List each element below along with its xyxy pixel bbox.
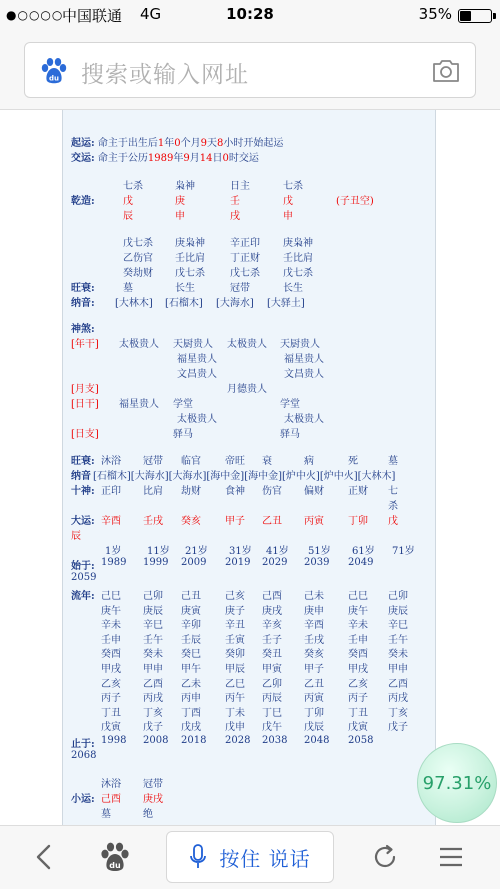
liunian-cell: 丙申 [181, 693, 201, 705]
xiaoyun-cell: 庚戌 [143, 794, 163, 805]
liunian-cell: 壬午 [143, 634, 163, 646]
liunian-cell: 甲辰 [225, 664, 245, 675]
jiaoyun-num: 1989 [147, 153, 174, 164]
qiyun-text: 个月 [180, 138, 201, 149]
dayun-wangshuai-cell: 冠带 [143, 456, 163, 467]
wangshuai-cell: 冠带 [230, 283, 250, 294]
jiaoyun-text: 月 [189, 153, 200, 164]
liunian-cell: 庚午 [101, 605, 121, 617]
liunian-cell: 癸酉 [348, 649, 368, 661]
dayun-start-cell: 2049 [348, 557, 374, 568]
dayun-age-cell: 31岁 [229, 546, 252, 557]
liunian-cell: 丁丑 [348, 707, 368, 719]
svg-text:du: du [49, 74, 59, 83]
dayun-wangshuai-label: 旺衰: [71, 456, 95, 467]
shensha-cell: 学堂 [173, 399, 193, 410]
shensha-cell: 太极贵人 [227, 339, 267, 350]
liunian-cell: 己巳 [348, 591, 368, 602]
dayun-age-cell: 51岁 [308, 546, 331, 557]
dayun-age-cell: 1岁 [105, 546, 122, 557]
dayun-wangshuai-cell: 临官 [181, 456, 201, 467]
god-cell: 七杀 [123, 181, 143, 192]
dayun-shishen-cell: 比肩 [143, 486, 163, 497]
qiyun-text: 年 [164, 138, 175, 149]
qiyun-num: 9 [200, 138, 208, 149]
stem-cell: 戊 [123, 196, 133, 207]
stem-cell: 戊 [283, 196, 293, 207]
liunian-cell: 己丑 [181, 591, 201, 602]
dayun-start-cell: 2009 [181, 557, 207, 568]
liunian-cell: 辛巳 [388, 620, 408, 632]
liunian-cell: 乙丑 [304, 678, 324, 690]
dayun-age-cell: 71岁 [392, 546, 415, 557]
progress-badge[interactable] [417, 743, 497, 823]
liunian-cell: 丙辰 [262, 693, 282, 705]
battery-tip [493, 13, 496, 19]
liunian-cell: 己亥 [225, 591, 245, 602]
hidden-stem: 壬比肩 [283, 253, 313, 264]
hidden-stem: 壬比肩 [175, 253, 205, 264]
god-cell: 枭神 [175, 181, 195, 192]
liunian-cell: 丙子 [101, 693, 121, 705]
dayun-cell: 癸亥 [181, 516, 201, 527]
dayun-end-cell: 1998 [101, 735, 127, 746]
liunian-cell: 戊寅 [101, 722, 121, 734]
shensha-day-label: [日干] [71, 399, 99, 410]
liunian-cell: 壬辰 [181, 634, 201, 646]
hidden-stem: 戊七杀 [175, 268, 205, 279]
xiaoyun-cell: 冠带 [143, 779, 163, 790]
signal-strength: ●○○○○ [6, 8, 64, 22]
liunian-cell: 癸丑 [262, 649, 282, 661]
liunian-cell: 戊辰 [304, 722, 324, 734]
liunian-cell: 甲申 [143, 664, 163, 675]
liunian-cell: 乙亥 [348, 678, 368, 690]
liunian-cell: 辛酉 [304, 620, 324, 632]
liunian-cell: 壬午 [388, 634, 408, 646]
dayun-end-cell: 2068 [71, 750, 97, 761]
dayun-wangshuai-cell: 沐浴 [101, 456, 121, 467]
liunian-cell: 癸未 [143, 649, 163, 661]
liunian-cell: 庚申 [304, 605, 324, 617]
liunian-cell: 辛卯 [181, 620, 201, 632]
hidden-stem: 戊七杀 [123, 238, 153, 249]
liunian-cell: 辛未 [101, 620, 121, 632]
hidden-stem: 乙伤官 [123, 253, 153, 264]
liunian-cell: 甲戌 [101, 664, 121, 675]
microphone-icon [189, 844, 207, 870]
qianzao-label: 乾造: [71, 196, 95, 207]
svg-text:du: du [109, 861, 121, 870]
dayun-cell: 辰 [71, 531, 81, 542]
shensha-daybranch-label: [日支] [71, 429, 99, 440]
qiyun-text: 天 [207, 138, 218, 149]
jiaoyun-line [71, 149, 259, 164]
shensha-month-label: [月支] [71, 384, 99, 395]
liunian-cell: 乙酉 [388, 678, 408, 690]
kong-cell: (子丑空) [336, 196, 374, 207]
liunian-cell: 丙子 [348, 693, 368, 705]
hidden-stem: 戊七杀 [283, 268, 313, 279]
nayin-cell: [大驿土] [267, 298, 305, 309]
dayun-start-cell: 2029 [262, 557, 288, 568]
dayun-shishen-cell: 偏财 [304, 486, 324, 497]
liunian-cell: 丁未 [225, 707, 245, 719]
shensha-cell: 学堂 [280, 399, 300, 410]
liunian-cell: 戊申 [225, 722, 245, 734]
dayun-start-cell: 1989 [101, 557, 127, 568]
shensha-cell: 福星贵人 [119, 399, 159, 410]
liunian-cell: 丙寅 [304, 693, 324, 705]
liunian-cell: 壬寅 [225, 634, 245, 646]
liunian-cell: 乙巳 [225, 678, 245, 690]
liunian-cell: 庚子 [225, 605, 245, 617]
liunian-cell: 丙午 [225, 693, 245, 705]
refresh-icon[interactable] [370, 842, 400, 872]
qiyun-text: 命主于出生后 [97, 138, 158, 149]
camera-icon[interactable] [431, 58, 461, 84]
hidden-stem: 辛正印 [230, 238, 260, 249]
liunian-cell: 癸卯 [225, 649, 245, 661]
dayun-end-label: 止于: [71, 739, 95, 750]
liunian-cell: 癸巳 [181, 649, 201, 661]
dayun-shishen-cell: 杀 [388, 501, 398, 512]
dayun-cell: 乙丑 [262, 516, 282, 527]
shensha-cell: 月德贵人 [227, 384, 267, 395]
hidden-stem: 庚枭神 [283, 238, 313, 249]
baidu-home-icon[interactable] [98, 841, 132, 873]
shensha-cell: 太极贵人 [177, 414, 217, 425]
liunian-cell: 己卯 [143, 591, 163, 602]
branch-cell: 申 [175, 211, 185, 222]
dayun-wangshuai-cell: 墓 [388, 456, 398, 467]
liunian-cell: 丁亥 [143, 707, 163, 719]
shensha-year-label: [年干] [71, 339, 99, 350]
dayun-label: 大运: [71, 516, 95, 527]
liunian-cell: 癸未 [388, 649, 408, 661]
dayun-nayin-label: 纳音 [71, 471, 91, 482]
xiaoyun-cell: 沐浴 [101, 779, 121, 790]
liunian-cell: 壬申 [101, 634, 121, 646]
menu-icon[interactable] [437, 843, 465, 871]
liunian-cell: 己巳 [101, 591, 121, 602]
liunian-cell: 辛丑 [225, 620, 245, 632]
dayun-shishen-label: 十神: [71, 486, 95, 497]
shensha-cell: 文昌贵人 [284, 369, 324, 380]
liunian-cell: 戊子 [143, 722, 163, 734]
battery-percent: 35% [418, 5, 452, 23]
dayun-age-cell: 61岁 [352, 546, 375, 557]
dayun-shishen-cell: 正印 [101, 486, 121, 497]
dayun-end-cell: 2048 [304, 735, 330, 746]
stem-cell: 壬 [230, 196, 240, 207]
status-bar [0, 0, 500, 30]
voice-input-button[interactable] [166, 831, 334, 883]
liunian-cell: 庚戌 [262, 605, 282, 617]
shensha-cell: 文昌贵人 [177, 369, 217, 380]
dayun-cell: 丙寅 [304, 516, 324, 527]
nayin-cell: [大海水] [216, 298, 254, 309]
dayun-cell: 丁卯 [348, 516, 368, 527]
liunian-cell: 戊戌 [181, 722, 201, 734]
liunian-cell: 壬子 [262, 634, 282, 646]
xiaoyun-cell: 墓 [101, 809, 111, 820]
liunian-cell: 癸酉 [101, 649, 121, 661]
search-placeholder: 搜索或输入网址 [81, 62, 249, 88]
battery-icon [458, 9, 492, 23]
xiaoyun-cell: 己酉 [101, 794, 121, 805]
wangshuai-label: 旺衰: [71, 283, 95, 294]
voice-input-label: 按住 说话 [219, 846, 311, 871]
liunian-cell: 甲戌 [348, 664, 368, 675]
jiaoyun-text: 命主于公历 [97, 153, 148, 164]
xiaoyun-label: 小运: [71, 794, 95, 805]
browser-bottom-bar [0, 825, 500, 889]
shensha-cell: 天厨贵人 [173, 339, 213, 350]
liunian-cell: 丁丑 [101, 707, 121, 719]
dayun-start-cell: 2059 [71, 572, 97, 583]
jiaoyun-num: 0 [222, 153, 229, 164]
shensha-label: 神煞: [71, 324, 95, 335]
liunian-cell: 戊子 [388, 722, 408, 734]
shensha-cell: 驿马 [280, 429, 300, 440]
liunian-cell: 甲午 [181, 664, 201, 675]
liunian-cell: 己酉 [262, 591, 282, 602]
qiyun-num: 0 [174, 138, 181, 149]
dayun-wangshuai-cell: 帝旺 [225, 456, 245, 467]
god-cell: 日主 [230, 181, 250, 192]
dayun-end-cell: 2018 [181, 735, 207, 746]
liunian-cell: 辛未 [348, 620, 368, 632]
liunian-cell: 己卯 [388, 591, 408, 602]
network-type: 4G [140, 5, 162, 23]
search-input[interactable] [24, 42, 476, 98]
dayun-cell: 壬戌 [143, 516, 163, 527]
clock: 10:28 [226, 5, 274, 23]
qiyun-text: 小时开始起运 [223, 138, 284, 149]
liunian-cell: 甲申 [388, 664, 408, 675]
liunian-cell: 己未 [304, 591, 324, 602]
shensha-cell: 太极贵人 [284, 414, 324, 425]
shensha-cell: 福星贵人 [177, 354, 217, 365]
stem-cell: 庚 [175, 196, 185, 207]
dayun-start-cell: 2039 [304, 557, 330, 568]
shensha-cell: 福星贵人 [284, 354, 324, 365]
shensha-cell: 天厨贵人 [280, 339, 320, 350]
liunian-cell: 壬申 [348, 634, 368, 646]
liunian-cell: 丙戌 [388, 693, 408, 705]
hidden-stem: 戊七杀 [230, 268, 260, 279]
liunian-cell: 甲子 [304, 664, 324, 675]
liunian-cell: 癸亥 [304, 649, 324, 661]
bazi-content [62, 110, 436, 825]
qiyun-num: 1 [157, 138, 165, 149]
liunian-cell: 丙戌 [143, 693, 163, 705]
liunian-cell: 丁巳 [262, 707, 282, 719]
back-icon[interactable] [30, 842, 60, 872]
baidu-paw-icon [39, 57, 69, 85]
liunian-cell: 乙卯 [262, 678, 282, 690]
dayun-age-cell: 41岁 [266, 546, 289, 557]
qiyun-line [71, 134, 283, 149]
liunian-cell: 庚寅 [181, 605, 201, 617]
liunian-cell: 庚辰 [143, 605, 163, 617]
xiaoyun-cell: 绝 [143, 809, 153, 820]
dayun-age-cell: 21岁 [185, 546, 208, 557]
liunian-cell: 辛巳 [143, 620, 163, 632]
shensha-cell: 太极贵人 [119, 339, 159, 350]
liunian-cell: 庚辰 [388, 605, 408, 617]
liunian-cell: 辛亥 [262, 620, 282, 632]
wangshuai-cell: 墓 [123, 283, 133, 294]
qiyun-label: 起运: [71, 138, 95, 149]
jiaoyun-num: 9 [183, 153, 190, 164]
branch-cell: 戌 [230, 211, 240, 222]
hidden-stem: 丁正财 [230, 253, 260, 264]
dayun-shishen-cell: 正财 [348, 486, 368, 497]
wangshuai-cell: 长生 [283, 283, 303, 294]
liunian-cell: 戊寅 [348, 722, 368, 734]
liunian-cell: 壬戌 [304, 634, 324, 646]
dayun-start-cell: 2019 [225, 557, 251, 568]
dayun-shishen-cell: 伤官 [262, 486, 282, 497]
liunian-cell: 乙亥 [101, 678, 121, 690]
dayun-start-label: 始于: [71, 561, 95, 572]
wangshuai-cell: 长生 [175, 283, 195, 294]
liunian-cell: 丁亥 [388, 707, 408, 719]
hidden-stem: 癸劫财 [123, 268, 153, 279]
qiyun-num: 8 [217, 138, 224, 149]
dayun-cell: 甲子 [225, 516, 245, 527]
dayun-end-cell: 2058 [348, 735, 374, 746]
liunian-cell: 乙未 [181, 678, 201, 690]
dayun-wangshuai-cell: 病 [304, 456, 314, 467]
dayun-shishen-cell: 七 [388, 486, 398, 497]
dayun-wangshuai-cell: 衰 [262, 456, 272, 467]
hidden-stem: 庚枭神 [175, 238, 205, 249]
dayun-age-cell: 11岁 [147, 546, 170, 557]
liunian-cell: 戊午 [262, 722, 282, 734]
branch-cell: 辰 [123, 211, 133, 222]
jiaoyun-text: 日 [212, 153, 223, 164]
dayun-nayin-cell: [石榴木][大海水][大海水][海中金][海中金][炉中火][炉中火][大林木] [93, 471, 396, 482]
carrier-name: 中国联通 [62, 7, 123, 25]
liunian-cell: 丁酉 [181, 707, 201, 719]
liunian-cell: 丁卯 [304, 707, 324, 719]
nayin-label: 纳音: [71, 298, 95, 309]
dayun-cell: 戊 [388, 516, 398, 527]
jiaoyun-num: 14 [199, 153, 213, 164]
liunian-label: 流年: [71, 591, 95, 602]
dayun-shishen-cell: 劫财 [181, 486, 201, 497]
progress-badge-text: 97.31% [422, 772, 492, 794]
liunian-cell: 甲寅 [262, 664, 282, 675]
dayun-cell: 辛酉 [101, 516, 121, 527]
liunian-cell: 庚午 [348, 605, 368, 617]
dayun-start-cell: 1999 [143, 557, 169, 568]
jiaoyun-text: 时交运 [228, 153, 259, 164]
dayun-wangshuai-cell: 死 [348, 456, 358, 467]
browser-top-bar [0, 30, 500, 110]
liunian-cell: 乙酉 [143, 678, 163, 690]
dayun-end-cell: 2008 [143, 735, 169, 746]
nayin-cell: [大林木] [115, 298, 153, 309]
dayun-end-cell: 2038 [262, 735, 288, 746]
nayin-cell: [石榴木] [165, 298, 203, 309]
dayun-end-cell: 2028 [225, 735, 251, 746]
branch-cell: 申 [283, 211, 293, 222]
dayun-shishen-cell: 食神 [225, 486, 245, 497]
shensha-cell: 驿马 [173, 429, 193, 440]
god-cell: 七杀 [283, 181, 303, 192]
jiaoyun-label: 交运: [71, 153, 95, 164]
jiaoyun-text: 年 [173, 153, 184, 164]
